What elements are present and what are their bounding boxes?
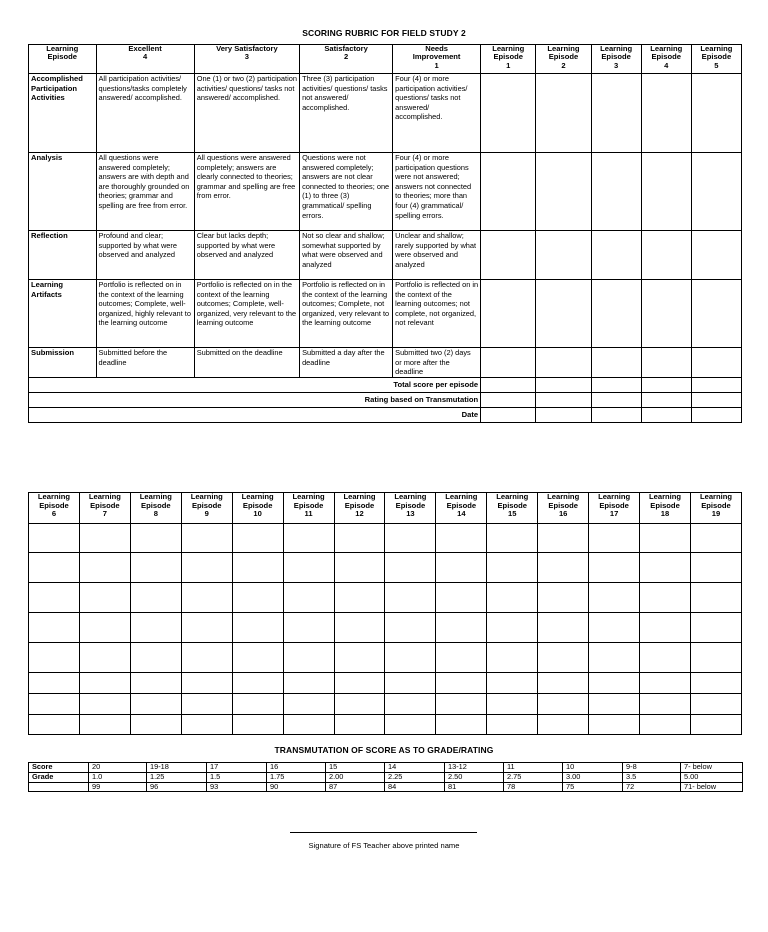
episode-score-cell[interactable] xyxy=(334,694,385,715)
episode-header-cell: Learning Episode 14 xyxy=(436,493,487,524)
score-cell: 9-8 xyxy=(623,763,681,773)
header-cell: Learning Episode 2 xyxy=(536,45,591,74)
episode-score-cell[interactable] xyxy=(436,524,487,553)
episode-header-cell: Learning Episode 15 xyxy=(487,493,538,524)
episode-score-cell[interactable] xyxy=(181,553,232,583)
rubric-row-analysis xyxy=(29,153,742,231)
needs-improvement-cell: Four (4) or more participation activities/ questions/ tasks not answered/ accomplished. xyxy=(393,74,481,153)
criterion-label: Accomplished Participation Activities xyxy=(29,74,97,153)
grade-label: Grade xyxy=(29,772,89,782)
episode-header-cell: Learning Episode 7 xyxy=(79,493,130,524)
episode-score-cell[interactable] xyxy=(690,613,741,643)
header-cell: Very Satisfactory 3 xyxy=(194,45,299,74)
episode-score-cell[interactable] xyxy=(181,524,232,553)
episode-score-cell[interactable] xyxy=(79,673,130,694)
episode-score-row xyxy=(29,715,742,735)
episode-score-cell[interactable] xyxy=(130,673,181,694)
episode-score-cell[interactable] xyxy=(436,643,487,673)
episode-score-cell[interactable] xyxy=(538,613,589,643)
episode-score-cell[interactable] xyxy=(640,524,691,553)
episode-score-cell[interactable] xyxy=(641,231,691,280)
episode-score-cell[interactable] xyxy=(487,694,538,715)
score-cell: 15 xyxy=(326,763,385,773)
episode-score-cell[interactable] xyxy=(690,583,741,613)
episode-score-cell[interactable] xyxy=(334,583,385,613)
episode-score-cell[interactable] xyxy=(538,694,589,715)
satisfactory-cell: Submitted a day after the deadline xyxy=(300,348,393,378)
rating-row xyxy=(29,392,742,407)
episode-score-cell[interactable] xyxy=(232,673,283,694)
episode-score-cell[interactable] xyxy=(691,74,741,153)
episode-score-cell[interactable] xyxy=(591,153,641,231)
needs-improvement-cell: Portfolio is reflected on in the context of the learning outcomes; not complete, not organized, not relevant xyxy=(393,280,481,348)
rating-cell[interactable] xyxy=(591,392,641,407)
episode-score-cell[interactable] xyxy=(641,348,691,378)
episode-score-cell[interactable] xyxy=(591,74,641,153)
episode-score-cell[interactable] xyxy=(640,553,691,583)
episode-score-cell[interactable] xyxy=(283,583,334,613)
total-score-cell[interactable] xyxy=(481,377,536,392)
episode-score-cell[interactable] xyxy=(487,715,538,735)
episode-score-cell[interactable] xyxy=(283,553,334,583)
total-score-cell[interactable] xyxy=(591,377,641,392)
episode-header-cell: Learning Episode 12 xyxy=(334,493,385,524)
episodes-table xyxy=(28,492,742,735)
episode-score-cell[interactable] xyxy=(690,524,741,553)
episode-header-cell: Learning Episode 17 xyxy=(589,493,640,524)
episode-score-cell[interactable] xyxy=(481,231,536,280)
episode-score-cell[interactable] xyxy=(181,643,232,673)
episode-score-cell[interactable] xyxy=(641,74,691,153)
percent-cell: 87 xyxy=(326,782,385,792)
percent-cell: 81 xyxy=(445,782,504,792)
satisfactory-cell: Three (3) participation activities/ questions/ tasks not answered/ accomplished. xyxy=(300,74,393,153)
episode-score-cell[interactable] xyxy=(385,673,436,694)
episode-header-cell: Learning Episode 9 xyxy=(181,493,232,524)
header-cell: Learning Episode 3 xyxy=(591,45,641,74)
episode-score-cell[interactable] xyxy=(481,348,536,378)
episode-score-cell[interactable] xyxy=(29,643,80,673)
episode-score-cell[interactable] xyxy=(79,715,130,735)
rubric-row-artifacts xyxy=(29,280,742,348)
episode-score-cell[interactable] xyxy=(334,715,385,735)
satisfactory-cell: Not so clear and shallow; somewhat supported by what were observed and analyzed xyxy=(300,231,393,280)
episode-score-cell[interactable] xyxy=(130,583,181,613)
episode-score-cell[interactable] xyxy=(690,643,741,673)
header-cell: Learning Episode 5 xyxy=(691,45,741,74)
episode-score-cell[interactable] xyxy=(334,643,385,673)
score-cell: 10 xyxy=(563,763,623,773)
episode-score-cell[interactable] xyxy=(589,553,640,583)
score-cell: 13-12 xyxy=(445,763,504,773)
grade-cell: 5.00 xyxy=(681,772,743,782)
episode-score-cell[interactable] xyxy=(690,715,741,735)
episode-score-cell[interactable] xyxy=(232,553,283,583)
rubric-table xyxy=(28,44,742,423)
rubric-row-reflection xyxy=(29,231,742,280)
score-cell: 7- below xyxy=(681,763,743,773)
episode-score-cell[interactable] xyxy=(538,643,589,673)
date-cell[interactable] xyxy=(591,407,641,422)
date-row xyxy=(29,407,742,422)
signature-line[interactable] xyxy=(290,832,477,833)
date-cell[interactable] xyxy=(691,407,741,422)
episode-score-cell[interactable] xyxy=(385,715,436,735)
percent-label xyxy=(29,782,89,792)
episode-score-cell[interactable] xyxy=(79,694,130,715)
episode-score-cell[interactable] xyxy=(690,553,741,583)
episode-score-cell[interactable] xyxy=(640,583,691,613)
episode-score-cell[interactable] xyxy=(589,694,640,715)
header-cell: Learning Episode xyxy=(29,45,97,74)
episode-score-cell[interactable] xyxy=(385,553,436,583)
episode-score-cell[interactable] xyxy=(181,694,232,715)
very-satisfactory-cell: One (1) or two (2) participation activities/ questions/ tasks not answered/ accomplished. xyxy=(194,74,299,153)
grade-cell: 3.5 xyxy=(623,772,681,782)
episode-score-cell[interactable] xyxy=(181,583,232,613)
episode-score-cell[interactable] xyxy=(538,553,589,583)
needs-improvement-cell: Submitted two (2) days or more after the deadline xyxy=(393,348,481,378)
criterion-label: Learning Artifacts xyxy=(29,280,97,348)
date-cell[interactable] xyxy=(536,407,591,422)
episode-score-cell[interactable] xyxy=(481,74,536,153)
grade-cell: 1.25 xyxy=(147,772,207,782)
grade-cell: 1.75 xyxy=(267,772,326,782)
episode-score-cell[interactable] xyxy=(130,694,181,715)
episode-score-cell[interactable] xyxy=(591,280,641,348)
episode-score-cell[interactable] xyxy=(232,583,283,613)
percent-cell: 96 xyxy=(147,782,207,792)
episode-score-cell[interactable] xyxy=(538,715,589,735)
score-cell: 19-18 xyxy=(147,763,207,773)
episode-score-row xyxy=(29,524,742,553)
episode-score-cell[interactable] xyxy=(79,524,130,553)
episode-score-cell[interactable] xyxy=(436,715,487,735)
episode-score-cell[interactable] xyxy=(283,643,334,673)
needs-improvement-cell: Unclear and shallow; rarely supported by what were observed and analyzed xyxy=(393,231,481,280)
percent-cell: 71- below xyxy=(681,782,743,792)
excellent-cell: Portfolio is reflected on in the context of the learning outcomes; Complete, well-organized, highly relevant to the learning outcome xyxy=(96,280,194,348)
grade-cell: 2.50 xyxy=(445,772,504,782)
percent-cell: 84 xyxy=(385,782,445,792)
episode-score-cell[interactable] xyxy=(130,524,181,553)
episodes-header-row xyxy=(29,493,742,524)
episode-score-cell[interactable] xyxy=(640,613,691,643)
episode-score-cell[interactable] xyxy=(79,583,130,613)
page-title: SCORING RUBRIC FOR FIELD STUDY 2 xyxy=(302,28,466,38)
episode-score-cell[interactable] xyxy=(181,613,232,643)
episode-score-cell[interactable] xyxy=(29,673,80,694)
episode-score-cell[interactable] xyxy=(232,524,283,553)
episode-score-cell[interactable] xyxy=(334,553,385,583)
episode-score-cell[interactable] xyxy=(436,613,487,643)
percent-cell: 99 xyxy=(89,782,147,792)
satisfactory-cell: Portfolio is reflected on in the context of the learning outcomes; Complete, not organized, very relevant to the learning outcome xyxy=(300,280,393,348)
date-cell[interactable] xyxy=(481,407,536,422)
episode-score-cell[interactable] xyxy=(591,231,641,280)
header-cell: Satisfactory 2 xyxy=(300,45,393,74)
episode-score-cell[interactable] xyxy=(29,553,80,583)
episode-score-cell[interactable] xyxy=(690,694,741,715)
episode-score-cell[interactable] xyxy=(589,524,640,553)
percent-cell: 72 xyxy=(623,782,681,792)
total-score-cell[interactable] xyxy=(691,377,741,392)
total-score-row xyxy=(29,377,742,392)
total-score-cell[interactable] xyxy=(536,377,591,392)
episode-score-cell[interactable] xyxy=(538,583,589,613)
episode-score-cell[interactable] xyxy=(640,643,691,673)
episode-score-cell[interactable] xyxy=(536,153,591,231)
total-score-label: Total score per episode xyxy=(29,377,481,392)
episode-score-cell[interactable] xyxy=(536,280,591,348)
transmutation-percent-row xyxy=(29,782,743,792)
episode-score-cell[interactable] xyxy=(640,694,691,715)
percent-cell: 75 xyxy=(563,782,623,792)
score-cell: 20 xyxy=(89,763,147,773)
total-score-cell[interactable] xyxy=(641,377,691,392)
episode-score-cell[interactable] xyxy=(640,673,691,694)
episode-score-cell[interactable] xyxy=(436,673,487,694)
very-satisfactory-cell: Clear but lacks depth; supported by what were observed and analyzed xyxy=(194,231,299,280)
episode-score-cell[interactable] xyxy=(641,280,691,348)
header-cell: Learning Episode 4 xyxy=(641,45,691,74)
episode-header-cell: Learning Episode 11 xyxy=(283,493,334,524)
episode-score-cell[interactable] xyxy=(130,613,181,643)
episode-score-row xyxy=(29,553,742,583)
episode-score-cell[interactable] xyxy=(640,715,691,735)
excellent-cell: Profound and clear; supported by what were observed and analyzed xyxy=(96,231,194,280)
episode-score-cell[interactable] xyxy=(589,673,640,694)
episode-score-cell[interactable] xyxy=(334,613,385,643)
episode-score-cell[interactable] xyxy=(589,715,640,735)
transmutation-title: TRANSMUTATION OF SCORE AS TO GRADE/RATING xyxy=(274,745,494,755)
episode-score-cell[interactable] xyxy=(481,153,536,231)
episode-score-row xyxy=(29,643,742,673)
episode-score-cell[interactable] xyxy=(130,643,181,673)
episode-score-cell[interactable] xyxy=(436,553,487,583)
episode-score-cell[interactable] xyxy=(481,280,536,348)
episode-score-cell[interactable] xyxy=(283,613,334,643)
episode-score-cell[interactable] xyxy=(536,231,591,280)
episode-score-cell[interactable] xyxy=(385,613,436,643)
episode-score-cell[interactable] xyxy=(691,280,741,348)
episode-header-cell: Learning Episode 13 xyxy=(385,493,436,524)
needs-improvement-cell: Four (4) or more participation questions were not answered; answers not connected to theories; more than four (4) grammatical/ spelling errors. xyxy=(393,153,481,231)
episode-score-cell[interactable] xyxy=(487,613,538,643)
rubric-header-row xyxy=(29,45,742,74)
percent-cell: 93 xyxy=(207,782,267,792)
episode-header-cell: Learning Episode 10 xyxy=(232,493,283,524)
episode-score-cell[interactable] xyxy=(232,694,283,715)
episode-score-cell[interactable] xyxy=(385,643,436,673)
header-cell: Learning Episode 1 xyxy=(481,45,536,74)
episode-header-cell: Learning Episode 16 xyxy=(538,493,589,524)
episode-score-cell[interactable] xyxy=(589,643,640,673)
rubric-row-submission xyxy=(29,348,742,378)
episode-score-cell[interactable] xyxy=(283,673,334,694)
rating-cell[interactable] xyxy=(536,392,591,407)
episode-score-cell[interactable] xyxy=(385,583,436,613)
episode-score-cell[interactable] xyxy=(538,673,589,694)
excellent-cell: All participation activities/ questions/tasks completely answered/ accomplished. xyxy=(96,74,194,153)
episode-score-cell[interactable] xyxy=(181,715,232,735)
episode-score-row xyxy=(29,673,742,694)
grade-cell: 2.00 xyxy=(326,772,385,782)
episode-score-cell[interactable] xyxy=(29,524,80,553)
episode-score-cell[interactable] xyxy=(691,348,741,378)
criterion-label: Reflection xyxy=(29,231,97,280)
score-label: Score xyxy=(29,763,89,773)
percent-cell: 90 xyxy=(267,782,326,792)
episode-score-cell[interactable] xyxy=(487,673,538,694)
grade-cell: 1.0 xyxy=(89,772,147,782)
transmutation-grade-row xyxy=(29,772,743,782)
episode-score-cell[interactable] xyxy=(29,694,80,715)
episode-score-cell[interactable] xyxy=(283,694,334,715)
rating-cell[interactable] xyxy=(481,392,536,407)
episode-score-cell[interactable] xyxy=(487,553,538,583)
episode-score-cell[interactable] xyxy=(130,553,181,583)
satisfactory-cell: Questions were not answered completely; answers are not clear connected to theories; one (1) to three (3) grammatical/ spelling errors. xyxy=(300,153,393,231)
episode-score-cell[interactable] xyxy=(538,524,589,553)
episode-score-cell[interactable] xyxy=(130,715,181,735)
score-cell: 14 xyxy=(385,763,445,773)
episode-score-cell[interactable] xyxy=(79,553,130,583)
episode-score-cell[interactable] xyxy=(283,524,334,553)
episode-score-cell[interactable] xyxy=(385,524,436,553)
score-cell: 11 xyxy=(504,763,563,773)
episode-score-cell[interactable] xyxy=(691,231,741,280)
episode-header-cell: Learning Episode 19 xyxy=(690,493,741,524)
episode-score-cell[interactable] xyxy=(536,74,591,153)
excellent-cell: Submitted before the deadline xyxy=(96,348,194,378)
episode-score-cell[interactable] xyxy=(232,643,283,673)
episode-score-cell[interactable] xyxy=(79,643,130,673)
criterion-label: Analysis xyxy=(29,153,97,231)
episode-score-cell[interactable] xyxy=(589,613,640,643)
episode-score-cell[interactable] xyxy=(591,348,641,378)
grade-cell: 2.75 xyxy=(504,772,563,782)
episode-header-cell: Learning Episode 6 xyxy=(29,493,80,524)
episode-header-cell: Learning Episode 18 xyxy=(640,493,691,524)
episode-score-cell[interactable] xyxy=(334,673,385,694)
episode-score-cell[interactable] xyxy=(181,673,232,694)
date-label: Date xyxy=(29,407,481,422)
episode-score-cell[interactable] xyxy=(29,613,80,643)
episode-score-cell[interactable] xyxy=(436,694,487,715)
header-cell: Excellent 4 xyxy=(96,45,194,74)
episode-score-cell[interactable] xyxy=(385,694,436,715)
episode-header-cell: Learning Episode 8 xyxy=(130,493,181,524)
score-cell: 17 xyxy=(207,763,267,773)
date-cell[interactable] xyxy=(641,407,691,422)
episode-score-cell[interactable] xyxy=(487,583,538,613)
episode-score-row xyxy=(29,613,742,643)
episode-score-cell[interactable] xyxy=(232,715,283,735)
very-satisfactory-cell: All questions were answered completely; answers are clearly connected to theories; grammar and spelling are free from error. xyxy=(194,153,299,231)
very-satisfactory-cell: Portfolio is reflected on in the context of the learning outcomes; Complete, well-organized, very relevant to the learning outcome xyxy=(194,280,299,348)
header-cell: Needs Improvement 1 xyxy=(393,45,481,74)
rating-label: Rating based on Transmutation xyxy=(29,392,481,407)
episode-score-cell[interactable] xyxy=(334,524,385,553)
grade-cell: 1.5 xyxy=(207,772,267,782)
rating-cell[interactable] xyxy=(691,392,741,407)
episode-score-cell[interactable] xyxy=(79,613,130,643)
grade-cell: 2.25 xyxy=(385,772,445,782)
episode-score-cell[interactable] xyxy=(690,673,741,694)
rubric-row-participation xyxy=(29,74,742,153)
episode-score-cell[interactable] xyxy=(29,715,80,735)
grade-cell: 3.00 xyxy=(563,772,623,782)
episode-score-cell[interactable] xyxy=(691,153,741,231)
excellent-cell: All questions were answered completely; answers are with depth and are thoroughly grounded on theories; grammar and spelling are free from error. xyxy=(96,153,194,231)
episode-score-cell[interactable] xyxy=(641,153,691,231)
rating-cell[interactable] xyxy=(641,392,691,407)
episode-score-cell[interactable] xyxy=(487,524,538,553)
percent-cell: 78 xyxy=(504,782,563,792)
very-satisfactory-cell: Submitted on the deadline xyxy=(194,348,299,378)
episode-score-cell[interactable] xyxy=(589,583,640,613)
criterion-label: Submission xyxy=(29,348,97,378)
score-cell: 16 xyxy=(267,763,326,773)
episode-score-row xyxy=(29,583,742,613)
transmutation-score-row xyxy=(29,763,743,773)
signature-label: Signature of FS Teacher above printed name xyxy=(308,841,460,850)
episode-score-cell[interactable] xyxy=(283,715,334,735)
transmutation-table xyxy=(28,762,743,792)
episode-score-cell[interactable] xyxy=(436,583,487,613)
episode-score-cell[interactable] xyxy=(536,348,591,378)
episode-score-cell[interactable] xyxy=(487,643,538,673)
episode-score-cell[interactable] xyxy=(232,613,283,643)
episode-score-cell[interactable] xyxy=(29,583,80,613)
episode-score-row xyxy=(29,694,742,715)
